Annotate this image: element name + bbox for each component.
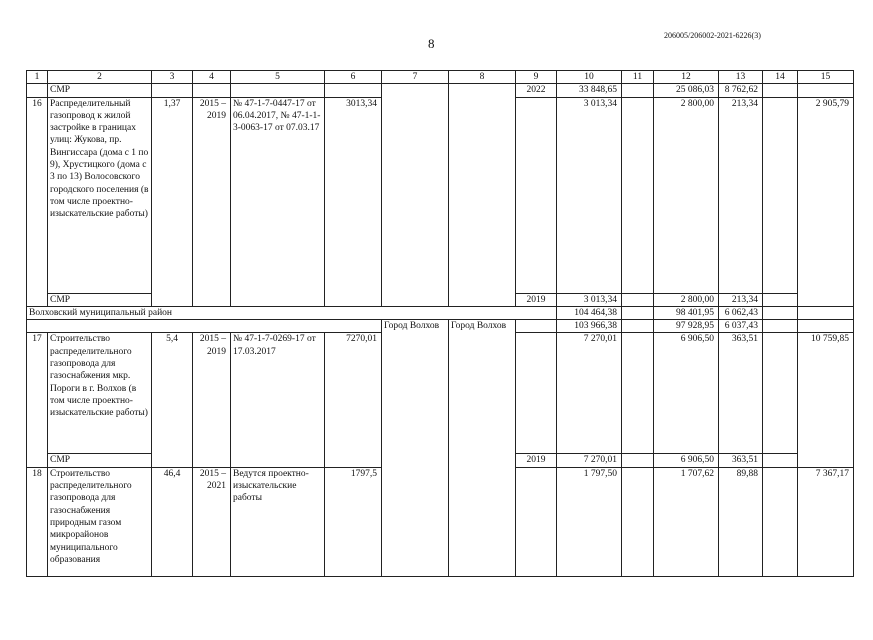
header-cell: 7 [382,71,449,84]
cell-city-col7: Город Волхов [382,320,449,577]
cell-empty [798,320,854,333]
cell-empty [763,97,798,293]
cell-cost: 3013,34 [325,97,382,306]
cell-empty [763,306,798,319]
cell-district-name: Волховский муниципальный район [27,306,557,319]
cell-city-v13: 6 037,43 [719,320,763,333]
header-cell: 8 [449,71,516,84]
cell-smr-year: 2019 [516,293,557,306]
cell-empty [763,467,798,576]
cell-city-v12: 97 928,95 [654,320,719,333]
header-cell: 4 [193,71,231,84]
cell-city-col8: Город Волхов [449,320,516,577]
cell-length: 46,4 [152,467,193,576]
cell-smr-label: СМР [48,454,152,467]
header-cell: 3 [152,71,193,84]
cell-empty [516,97,557,293]
cell-empty [622,97,654,293]
cell-city-v10: 103 966,38 [557,320,622,333]
cell-smr-label: СМР [48,84,152,97]
cell-empty [763,84,798,97]
investment-table [26,70,854,577]
page-number: 8 [428,36,435,51]
cell-total: 10 759,85 [798,333,854,467]
cell-v10: 1 797,50 [557,467,622,576]
cell-empty [622,320,654,333]
header-cell: 12 [654,71,719,84]
cell-empty [622,306,654,319]
cell-smr-year: 2022 [516,84,557,97]
cell-years: 2015 – 2021 [193,467,231,576]
cell-empty [516,333,557,454]
header-cell: 15 [798,71,854,84]
cell-years: 2015 – 2019 [193,97,231,306]
cell-number: 18 [27,467,48,576]
cell-smr-v12: 2 800,00 [654,293,719,306]
cell-district-v13: 6 062,43 [719,306,763,319]
cell-empty [763,333,798,454]
cell-smr-v10: 33 848,65 [557,84,622,97]
cell-empty [449,84,516,307]
cell-v10: 7 270,01 [557,333,622,454]
cell-object-name: Распределительный газопровод к жилой застройке в границах улиц: Жукова, пр. Вингиссара (дома с 1 по 9), Хрустицкого (дома с 3 по 13) Волосовского городского поселения (в том числе проектно-изыскательские работы) [48,97,152,293]
cell-empty [27,84,48,97]
cell-v12: 1 707,62 [654,467,719,576]
cell-total: 2 905,79 [798,97,854,306]
cell-empty [231,84,325,97]
cell-number: 16 [27,97,48,306]
cell-smr-v10: 3 013,34 [557,293,622,306]
cell-empty [763,320,798,333]
cell-empty [382,84,449,307]
header-cell: 2 [48,71,152,84]
header-cell: 9 [516,71,557,84]
cell-empty [622,467,654,576]
header-cell: 13 [719,71,763,84]
cell-empty [152,84,193,97]
cell-empty [798,84,854,97]
table-row-smr-2022 [27,84,854,97]
cell-documents: Ведутся проектно-изыскательские работы [231,467,325,576]
cell-number: 17 [27,333,48,467]
cell-empty [622,333,654,454]
cell-smr-label: СМР [48,293,152,306]
header-row [27,71,854,84]
header-cell: 6 [325,71,382,84]
cell-empty [27,320,382,333]
cell-empty [325,84,382,97]
cell-district-v12: 98 401,95 [654,306,719,319]
cell-total: 7 367,17 [798,467,854,576]
cell-v13: 89,88 [719,467,763,576]
cell-empty [193,84,231,97]
cell-length: 1,37 [152,97,193,306]
cell-object-name: Строительство распределительного газопровода для газоснабжения природным газом микрорайонов муниципального образования [48,467,152,576]
cell-documents: № 47-1-7-0447-17 от 06.04.2017, № 47-1-1-3-0063-17 от 07.03.17 [231,97,325,306]
cell-v10: 3 013,34 [557,97,622,293]
cell-cost: 7270,01 [325,333,382,467]
cell-district-v10: 104 464,38 [557,306,622,319]
cell-v13: 213,34 [719,97,763,293]
cell-smr-v10: 7 270,01 [557,454,622,467]
cell-smr-v12: 25 086,03 [654,84,719,97]
cell-empty [763,293,798,306]
table-row-district [27,306,854,319]
cell-smr-v13: 8 762,62 [719,84,763,97]
cell-empty [516,320,557,333]
header-cell: 1 [27,71,48,84]
cell-empty [622,84,654,97]
cell-empty [622,293,654,306]
cell-empty [798,306,854,319]
header-cell: 10 [557,71,622,84]
document-id: 206005/206002-2021-6226(3) [664,31,761,40]
cell-years: 2015 – 2019 [193,333,231,467]
header-cell: 11 [622,71,654,84]
cell-v13: 363,51 [719,333,763,454]
cell-smr-v13: 213,34 [719,293,763,306]
cell-smr-v13: 363,51 [719,454,763,467]
header-cell: 5 [231,71,325,84]
cell-object-name: Строительство распределительного газопровода для газоснабжения мкр. Пороги в г. Волхов (в том числе проектно-изыскательские работы) [48,333,152,454]
header-cell: 14 [763,71,798,84]
table-row-city [27,320,854,333]
cell-v12: 2 800,00 [654,97,719,293]
cell-length: 5,4 [152,333,193,467]
cell-smr-year: 2019 [516,454,557,467]
cell-documents: № 47-1-7-0269-17 от 17.03.2017 [231,333,325,467]
cell-empty [516,467,557,576]
cell-cost: 1797,5 [325,467,382,576]
cell-empty [622,454,654,467]
cell-v12: 6 906,50 [654,333,719,454]
cell-empty [763,454,798,467]
cell-smr-v12: 6 906,50 [654,454,719,467]
